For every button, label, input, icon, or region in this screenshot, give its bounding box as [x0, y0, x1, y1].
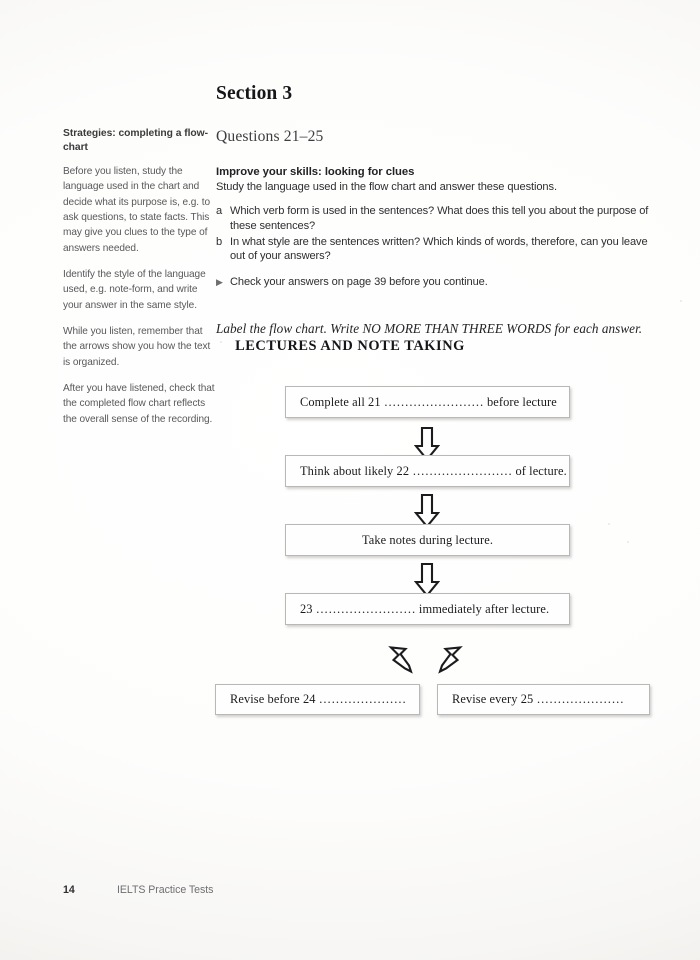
- question-text: In what style are the sentences written? Which kinds of words, therefore, can you leave out of your answers?: [230, 235, 648, 263]
- questions-range: Questions 21–25: [216, 128, 324, 145]
- flow-box-text: Take notes during lecture.: [361, 532, 494, 547]
- section-title: Section 3: [216, 83, 293, 104]
- label-instruction: Label the flow chart. Write NO MORE THAN THREE WORDS for each answer.: [216, 321, 643, 337]
- flow-box-text: Revise before 24 …………………: [230, 692, 407, 706]
- flow-chart-title: LECTURES AND NOTE TAKING: [235, 338, 465, 354]
- question-item-a: [216, 204, 656, 234]
- sidebar-paragraph: After you have listened, check that the completed flow chart reflects the overall sense of the recording.: [63, 383, 215, 425]
- flow-box-text: Think about likely 22 …………………… of lecture.: [300, 463, 567, 478]
- flow-box-take-notes: [285, 524, 570, 556]
- triangle-bullet-icon: ▶: [216, 277, 223, 287]
- skills-subtitle: Study the language used in the flow chart and answer these questions.: [216, 181, 557, 193]
- question-item-b: [216, 235, 656, 265]
- sidebar-title: Strategies: completing a flow-chart: [63, 128, 208, 153]
- flow-box-21: [285, 386, 570, 418]
- arrow-down-icon: [414, 494, 440, 528]
- arrow-down-left-icon: [388, 644, 418, 674]
- sidebar-paragraph: Identify the style of the language used, e.g. note-form, and write your answer in the same style.: [63, 269, 206, 311]
- flow-box-25: [437, 684, 650, 715]
- arrow-down-icon: [414, 563, 440, 597]
- question-marker: a: [216, 205, 223, 217]
- flow-box-23: [285, 593, 570, 625]
- flow-box-text: Complete all 21 …………………… before lecture: [300, 394, 557, 409]
- page-number: 14: [63, 884, 75, 896]
- scan-speckle: [608, 523, 610, 525]
- question-marker: b: [216, 235, 223, 248]
- strategies-sidebar: [63, 127, 215, 427]
- arrow-down-right-icon: [433, 644, 463, 674]
- main-content: [216, 83, 656, 337]
- flow-box-24: [215, 684, 420, 715]
- sidebar-paragraph: While you listen, remember that the arrows show you how the text is organized.: [63, 326, 211, 368]
- check-answers-note: [216, 276, 656, 289]
- sidebar-paragraph: Before you listen, study the language used in the chart and decide what its purpose is, e.g. to ask questions, to state facts. This may give you clues to the type of answers needed.: [63, 166, 211, 254]
- flow-box-22: [285, 455, 570, 487]
- scan-speckle: [627, 541, 629, 543]
- skills-heading: Improve your skills: looking for clues: [216, 166, 415, 178]
- footer-book-title: IELTS Practice Tests: [117, 884, 214, 896]
- flow-box-text: Revise every 25 …………………: [452, 692, 624, 706]
- flow-box-text: 23 …………………… immediately after lecture.: [300, 601, 550, 616]
- scan-speckle: [680, 300, 682, 302]
- question-text: Which verb form is used in the sentences? What does this tell you about the purpose of these sentences?: [230, 205, 649, 232]
- check-answers-text: Check your answers on page 39 before you continue.: [230, 276, 488, 288]
